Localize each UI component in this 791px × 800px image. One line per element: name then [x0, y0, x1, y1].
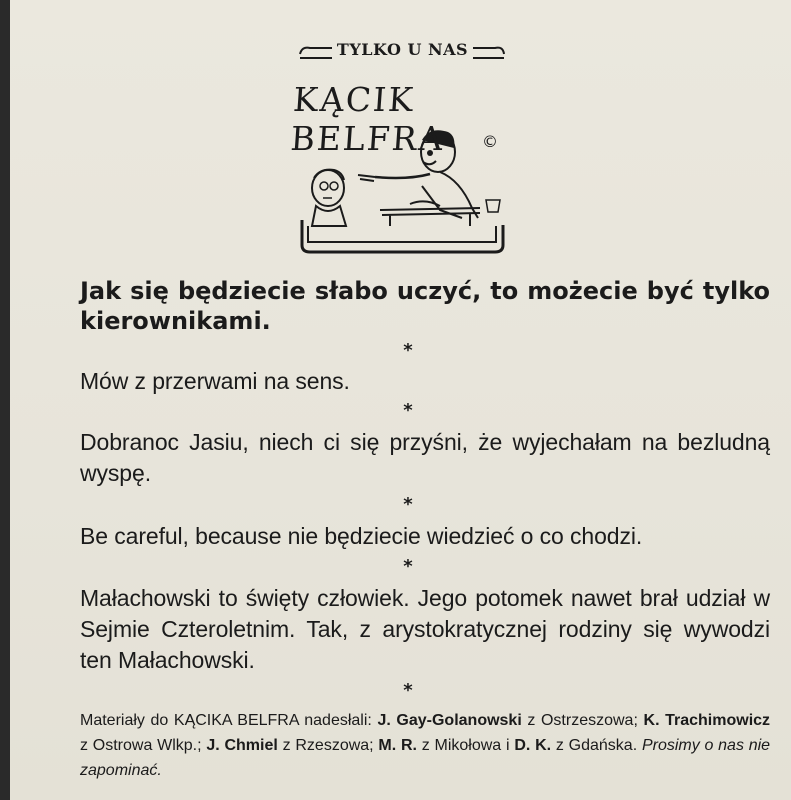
sender-place: z Ostrowa Wlkp.;	[80, 737, 202, 754]
credits-paragraph	[80, 708, 770, 783]
separator-star: *	[403, 494, 413, 515]
sender-place: z Rzeszowa;	[282, 737, 374, 754]
separator-star: *	[403, 400, 413, 421]
sender-name: M. R.	[378, 737, 417, 754]
credits-closing: Prosimy o nas nie zapominać.	[80, 737, 771, 779]
credits-conjunction: i	[505, 737, 510, 754]
sender-name: J. Gay-Golanowski	[377, 712, 522, 729]
separator-star: *	[403, 340, 413, 361]
sender-place: z Ostrzeszowa;	[527, 712, 638, 729]
article-page	[10, 0, 791, 800]
separator-star: *	[403, 680, 413, 701]
logo-title: KĄCIK BELFRA	[289, 80, 446, 158]
sender-place: z Mikołowa	[421, 737, 502, 754]
headline: Jak się będziecie słabo uczyć, to możecie być tylko kierownikami.	[80, 277, 770, 335]
quote-1: Mów z przerwami na sens.	[80, 368, 350, 394]
kacik-belfra-logo	[290, 40, 515, 260]
sender-name: K. Trachimowicz	[643, 712, 771, 729]
separator-star: *	[403, 556, 413, 577]
quote-2: Dobranoc Jasiu, niech ci się przyśni, że wyjechałam na bezludną wyspę.	[80, 429, 770, 486]
logo-top-text: TYLKO U NAS	[336, 40, 469, 59]
left-border-rule	[0, 0, 10, 800]
sender-name: J. Chmiel	[206, 737, 278, 754]
credits-intro: Materiały do KĄCIKA BELFRA nadesłali:	[80, 712, 372, 729]
quote-3: Be careful, because nie będziecie wiedzieć o co chodzi.	[80, 523, 643, 549]
sender-name: D. K.	[514, 737, 552, 754]
copyright-mark: ©	[482, 132, 498, 151]
sender-place: z Gdańska.	[555, 737, 638, 754]
quote-4: Małachowski to święty człowiek. Jego potomek nawet brał udział w Sejmie Czteroletnim. Tak, z arystokratycznej rodziny się wywodzi ten Małachowski.	[80, 585, 770, 673]
